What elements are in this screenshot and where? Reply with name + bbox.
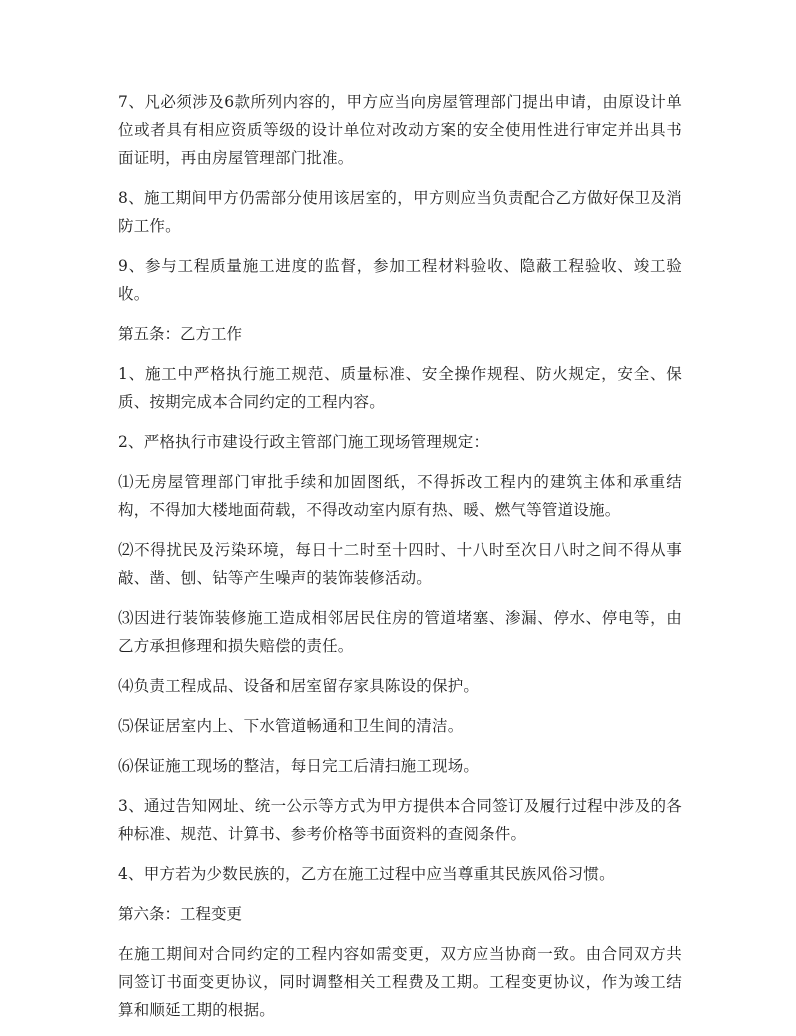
article-6-paragraph: 在施工期间对合同约定的工程内容如需变更，双方应当协商一致。由合同双方共同签订书面变更协议，同时调整相关工程费及工期。工程变更协议，作为竣工结算和顺延工期的根据。 — [118, 945, 682, 1019]
article-5-item-2: 2、严格执行市建设行政主管部门施工现场管理规定： — [118, 433, 490, 451]
clause-9-paragraph: 9、参与工程质量施工进度的监督，参加工程材料验收、隐蔽工程验收、竣工验收。 — [118, 257, 682, 303]
article-5-subitem-2: ⑵不得扰民及污染环境，每日十二时至十四时、十八时至次日八时之间不得从事敲、凿、刨、钻等产生噪声的装饰装修活动。 — [118, 541, 682, 587]
article-5-subitem-6: ⑹保证施工现场的整洁，每日完工后清扫施工现场。 — [118, 757, 480, 775]
article-5-subitem-1: ⑴无房屋管理部门审批手续和加固图纸，不得拆改工程内的建筑主体和承重结构，不得加大楼地面荷载，不得改动室内原有热、暖、燃气等管道设施。 — [118, 473, 682, 519]
article-5-item-4: 4、甲方若为少数民族的，乙方在施工过程中应当尊重其民族风俗习惯。 — [118, 865, 615, 883]
article-5-subitem-5: ⑸保证居室内上、下水管道畅通和卫生间的清洁。 — [118, 717, 464, 735]
clause-7-paragraph: 7、凡必须涉及6款所列内容的，甲方应当向房屋管理部门提出申请，由原设计单位或者具有相应资质等级的设计单位对改动方案的安全使用性进行审定并出具书面证明，再由房屋管理部门批准。 — [118, 93, 682, 167]
article-5-subitem-3: ⑶因进行装饰装修施工造成相邻居民住房的管道堵塞、渗漏、停水、停电等，由乙方承担修理和损失赔偿的责任。 — [118, 609, 682, 655]
article-5-heading: 第五条：乙方工作 — [118, 325, 243, 343]
article-5-subitem-4: ⑷负责工程成品、设备和居室留存家具陈设的保护。 — [118, 677, 480, 695]
article-5-item-3: 3、通过告知网址、统一公示等方式为甲方提供本合同签订及履行过程中涉及的各种标准、规范、计算书、参考价格等书面资料的查阅条件。 — [118, 797, 682, 843]
clause-8-paragraph: 8、施工期间甲方仍需部分使用该居室的，甲方则应当负责配合乙方做好保卫及消防工作。 — [118, 189, 682, 235]
article-5-item-1: 1、施工中严格执行施工规范、质量标准、安全操作规程、防火规定，安全、保质、按期完成本合同约定的工程内容。 — [118, 365, 682, 411]
article-6-heading: 第六条：工程变更 — [118, 905, 243, 923]
document-body — [118, 88, 682, 1036]
